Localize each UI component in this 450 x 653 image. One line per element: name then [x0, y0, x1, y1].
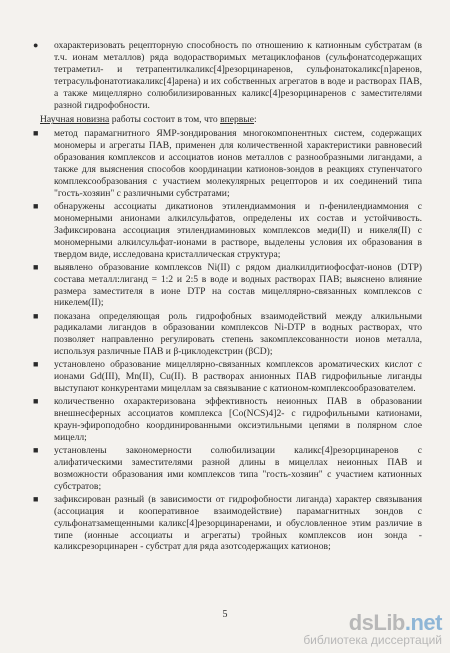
novelty-item — [30, 311, 422, 359]
novelty-item — [30, 128, 422, 199]
page-content — [30, 40, 422, 555]
novelty-item-text: выявлено образование комплексов Ni(II) с рядом диалкилдитиофосфат-ионов (DTP) состава металл:лиганд = 1:2 и 2:5 в воде и водных растворах ПАВ; выяснено влияние размера заместителя в ионе DTP на состав мицеллярно-связанных комплексов с никелем(II); — [54, 261, 422, 309]
watermark-logo-accent: .net — [404, 610, 442, 635]
watermark[interactable] — [303, 610, 442, 647]
bullet-square-icon: ■ — [33, 310, 39, 321]
novelty-item-text: количественно охарактеризована эффективность неионных ПАВ в образовании внешнесферных ассоциатов комплекса [Co(NCS)4]2- с гидрофильными катионами, краун-эфироподобно координированными оксиэтильными цепями в полярном слое мицелл; — [54, 396, 422, 443]
novelty-emphasis: впервые — [220, 114, 255, 126]
novelty-item-text: установлено образование мицеллярно-связанных комплексов ароматических кислот с ионами Gd(III), Mn(II), Cu(II). В растворах анионных ПАВ гидрофильные лиганды выступают конкурентами мицеллам за связывание с катионом-комплексообразователем. — [54, 359, 422, 395]
page-number: 5 — [222, 609, 228, 620]
novelty-item — [30, 262, 422, 310]
watermark-subtitle: библиотека диссертаций — [303, 633, 442, 647]
bullet-square-icon: ■ — [33, 261, 39, 272]
novelty-item — [30, 359, 422, 395]
bullet-square-icon: ■ — [33, 396, 39, 407]
watermark-logo-main: dsLib — [348, 610, 405, 635]
bullet-dot-icon: ● — [33, 40, 39, 50]
novelty-item-text: зафиксирован разный (в зависимости от гидрофобности лиганда) характер связывания (ассоциация и кооперативное взаимодействие) парамагнитных зондов с сульфонатзамещенными каликс[4]резорцинаренами, и обусловленное этим различие в типе (ионные ассоциаты и агрегаты) тройных комплексов ион зонда - каликсрезорцинарен - субстрат для ряда азотсодержащих катионов; — [54, 493, 422, 553]
novelty-heading: Научная новизна — [40, 114, 110, 126]
novelty-item-text: обнаружены ассоциаты дикатионов этилендиаммония и п-фенилендиаммония с мономерными анионами алкилсульфатов, определены их состав и устойчивость. Зафиксирована ассоциация этилендиаминовых комплексов меди(II) и никеля(II) с мономерными алкилсульфат-ионами в растворе, выделены условия их образования в твердом виде, исследована кристаллическая структура; — [54, 200, 422, 260]
novelty-item-text: показана определяющая роль гидрофобных взаимодействий между алкильными радикалами лигандов в образовании комплексов Ni-DTP в водных растворах, что позволяет направленно регулировать степень закомплексованности ионов металла, используя различные ПАВ и β-циклодекстрин (βCD); — [54, 310, 422, 358]
bullet-square-icon: ■ — [33, 128, 39, 139]
novelty-intro — [30, 114, 422, 126]
novelty-item — [30, 201, 422, 261]
novelty-item — [30, 396, 422, 444]
novelty-item — [30, 445, 422, 493]
novelty-item-text: метод парамагнитного ЯМР-зондирования многокомпонентных систем, содержащих мономеры и агрегаты ПАВ, применен для количественной характеристики равновесий образования комплексов и ассоциатов ионов металлов с разнообразными лигандами, а также для выяснения способов координации катионов-зондов в реакциях ступенчатого комплексообразования с участием молекулярных рецепторов и их соединений типа "гость-хозяин" с различными субстратами; — [54, 128, 422, 199]
bullet-square-icon: ■ — [33, 445, 39, 456]
novelty-intro-middle: работы состоит в том, что — [109, 114, 221, 126]
objective-text: охарактеризовать рецепторную способность по отношению к катионным субстратам (в т.ч. ионам металлов) ряда водорастворимых метациклофанов (сульфонатсодержащих тетраметил- и тетрапентилкаликс[4]резорцинаренов, сульфонатокаликс[n]аренов, тетрасульфонатотиакаликс[4]арена) и их собственных агрегатов в воде и растворах ПАВ, а также мицеллярно солюбилизированных каликс[4]резорцинаренов с заместителями разной гидрофобности. — [54, 40, 422, 111]
bullet-square-icon: ■ — [33, 493, 39, 504]
bullet-square-icon: ■ — [33, 359, 39, 370]
novelty-item-text: установлены закономерности солюбилизации каликс[4]резорцинаренов с алифатическими заместителями разной длины в мицеллах неионных ПАВ и возможности образования ими комплексов типа "гость-хозяин" с участием катионных субстратов; — [54, 445, 422, 492]
novelty-item — [30, 494, 422, 554]
novelty-intro-end: : — [254, 114, 257, 126]
objective-item — [30, 40, 422, 111]
bullet-square-icon: ■ — [33, 200, 39, 211]
